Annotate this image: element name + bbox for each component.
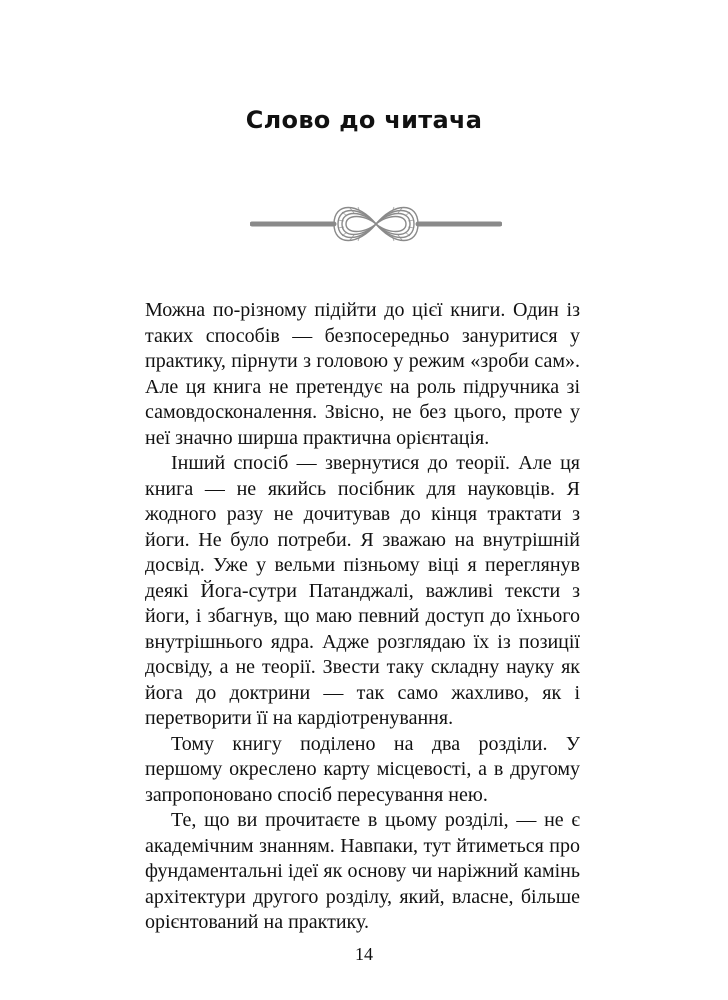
body-text bbox=[145, 298, 580, 936]
page-number: 14 bbox=[355, 944, 373, 964]
infinity-knot-icon bbox=[250, 196, 502, 252]
paragraph-3: Тому книгу поділено на два розділи. У першому окреслено карту місцевості, а в другому запропоновано спосіб пересування нею. bbox=[145, 732, 580, 806]
paragraph-4: Те, що ви прочитаєте в цьому розділі, — не є академічним знанням. Навпаки, тут йтиметься про фундаментальні ідеї як основу чи наріжний камінь архітектури другого розділу, який, власне, більше орієнтований на практику. bbox=[145, 809, 580, 933]
paragraph-1: Можна по-різному підійти до цієї книги. Один із таких способів — безпосередньо зануритися у практику, пірнути з головою у режим «зроби сам». Але ця книга не претендує на роль підручника зі самовдосконалення. Звісно, не без цього, проте у неї значно ширша практична орієнтація. bbox=[145, 299, 580, 449]
page-title: Слово до читача bbox=[245, 106, 483, 134]
paragraph-2: Інший спосіб — звернутися до теорії. Але ця книга — не якийсь посібник для науковців. Я жодного разу не дочитував до кінця трактати з йоги. Не було потреби. Я зважаю на внутрішній досвід. Уже у вельми пізньому віці я переглянув деякі Йога-сутри Патанджалі, важливі тексти з йоги, і збагнув, що маю певний доступ до їхнього внутрішнього ядра. Адже розглядаю їх із позиції досвіду, а не теорії. Звести таку складну науку як йога до доктрини — так само жахливо, як і перетворити її на кардіотренування. bbox=[145, 452, 580, 729]
